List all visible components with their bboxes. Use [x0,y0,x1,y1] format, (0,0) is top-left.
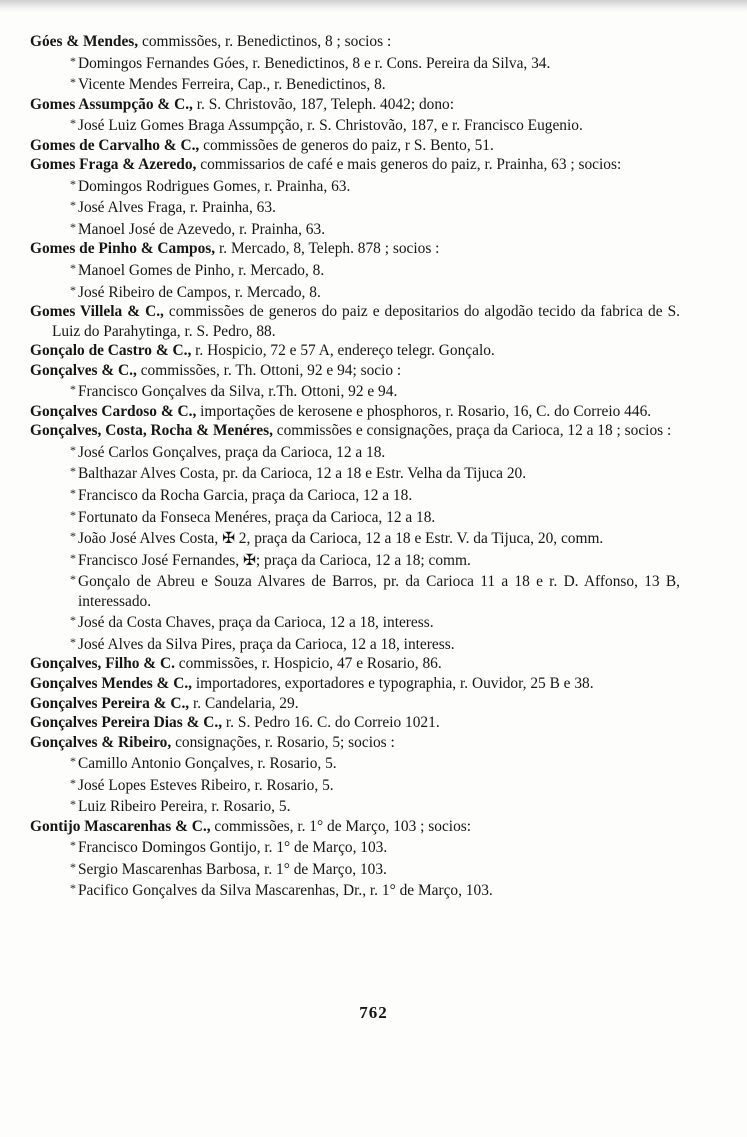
firm-name: Gomes de Pinho & Campos, [30,240,216,258]
asterisk-marker: * [70,859,76,874]
firm-name: Gonçalo de Castro & C., [30,342,192,360]
asterisk-marker: * [70,507,76,522]
firm-details: r. Candelaria, 29. [189,694,299,712]
firm-details: importações de kerosene e phosphoros, r. Rosario, 16, C. do Correio 446. [196,402,652,420]
firm-name: Gonçalves, Filho & C. [30,655,175,673]
asterisk-marker: * [70,572,76,587]
firm-entry [30,361,680,381]
firm-name: Gonçalves & C., [30,361,137,379]
firm-name: Gonçalves & Ribeiro, [30,733,172,751]
firm-entry [30,694,680,714]
partner-entry [30,633,680,655]
partner-entry [30,462,680,484]
firm-name: Gomes Fraga & Azeredo, [30,156,197,174]
partner-text: José Ribeiro de Campos, r. Mercado, 8. [78,283,321,301]
partner-text: Domingos Fernandes Góes, r. Benedictinos, 8 e r. Cons. Pereira da Silva, 34. [78,54,551,72]
firm-entry [30,155,680,175]
partner-entry [30,175,680,197]
partner-entry [30,114,680,136]
asterisk-marker: * [70,261,76,276]
firm-details: commissões, r. 1° de Março, 103 ; socios: [210,817,472,835]
firm-details: commissões de generos do paiz e depositarios do algodão tecido da fabrica de S. Luiz do Parahytinga, r. S. Pedro, 88. [52,303,680,340]
partner-entry [30,73,680,95]
page-edge-shadow [0,0,747,12]
firm-details: r. S. Pedro 16. C. do Correio 1021. [222,714,440,732]
partner-text: Vicente Mendes Ferreira, Cap., r. Benedictinos, 8. [78,76,386,94]
firm-entry [30,95,680,115]
page-number: 762 [359,1003,388,1022]
firm-entry [30,654,680,674]
partner-entry [30,858,680,880]
partner-entry [30,441,680,463]
asterisk-marker: * [70,754,76,769]
firm-details: commissarios de café e mais generos do paiz, r. Prainha, 63 ; socios: [196,156,622,174]
partner-text: José Lopes Esteves Ribeiro, r. Rosario, 5. [78,776,334,794]
firm-entry [30,341,680,361]
partner-entry [30,795,680,817]
asterisk-marker: * [70,529,76,544]
partner-entry [30,196,680,218]
partner-entry [30,506,680,528]
partner-text: Francisco Gonçalves da Silva, r.Th. Ottoni, 92 e 94. [78,383,398,401]
asterisk-marker: * [70,634,76,649]
asterisk-marker: * [70,464,76,479]
firm-entry [30,421,680,441]
firm-entry [30,302,680,341]
partner-entry [30,549,680,571]
partner-text: Manoel Gomes de Pinho, r. Mercado, 8. [78,262,325,280]
partner-entry [30,484,680,506]
partner-entry [30,52,680,74]
partner-entry [30,752,680,774]
firm-details: r. Mercado, 8, Teleph. 878 ; socios : [215,240,440,258]
asterisk-marker: * [70,775,76,790]
partner-text: José Luiz Gomes Braga Assumpção, r. S. Christovão, 187, e r. Francisco Eugenio. [78,117,583,135]
partner-text: Sergio Mascarenhas Barbosa, r. 1° de Março, 103. [78,860,387,878]
partner-entry [30,259,680,281]
partner-text: João José Alves Costa, ✠ 2, praça da Carioca, 12 a 18 e Estr. V. da Tijuca, 20, comm. [78,530,604,548]
asterisk-marker: * [70,797,76,812]
partner-entry [30,879,680,901]
asterisk-marker: * [70,838,76,853]
partner-text: Francisco da Rocha Garcia, praça da Carioca, 12 a 18. [78,487,413,505]
partner-text: Francisco Domingos Gontijo, r. 1° de Março, 103. [78,839,388,857]
asterisk-marker: * [70,176,76,191]
firm-name: Gonçalves Pereira & C., [30,694,190,712]
firm-name: Gonçalves Mendes & C., [30,674,193,692]
partner-entry [30,218,680,240]
firm-entry [30,239,680,259]
firm-name: Gonçalves, Costa, Rocha & Menéres, [30,422,273,440]
firm-entry [30,136,680,156]
firm-details: r. S. Christovão, 187, Teleph. 4042; dono: [192,95,455,113]
asterisk-marker: * [70,116,76,131]
partner-entry [30,611,680,633]
firm-entry [30,674,680,694]
firm-name: Gomes Villela & C., [30,303,164,321]
asterisk-marker: * [70,881,76,896]
asterisk-marker: * [70,75,76,90]
partner-entry [30,380,680,402]
firm-details: importadores, exportadores e typographia, r. Ouvidor, 25 B e 38. [192,674,594,692]
firm-entry [30,817,680,837]
partner-text: José Alves da Silva Pires, praça da Carioca, 12 a 18, interess. [78,635,455,653]
asterisk-marker: * [70,198,76,213]
firm-details: commissões e consignações, praça da Carioca, 12 a 18 ; socios : [272,422,672,440]
firm-details: commissões, r. Hospicio, 47 e Rosario, 86. [174,655,442,673]
firm-details: consignações, r. Rosario, 5; socios : [171,733,395,751]
firm-details: r. Hospicio, 72 e 57 A, endereço telegr. Gonçalo. [191,342,495,360]
partner-entry [30,774,680,796]
firm-name: Gontijo Mascarenhas & C., [30,817,211,835]
asterisk-marker: * [70,442,76,457]
partner-text: Luiz Ribeiro Pereira, r. Rosario, 5. [78,798,291,816]
partner-entry [30,836,680,858]
partner-text: José da Costa Chaves, praça da Carioca, 12 a 18, interess. [78,614,434,632]
partner-text: José Alves Fraga, r. Prainha, 63. [78,199,276,217]
firm-entry [30,402,680,422]
firm-name: Gonçalves Pereira Dias & C., [30,714,223,732]
asterisk-marker: * [70,282,76,297]
asterisk-marker: * [70,550,76,565]
partner-text: Gonçalo de Abreu e Souza Alvares de Barros, pr. da Carioca 11 a 18 e r. D. Affonso, 13 B, interessado. [78,573,680,610]
asterisk-marker: * [70,613,76,628]
partner-text: Manoel José de Azevedo, r. Prainha, 63. [78,220,326,238]
partner-entry [30,570,680,611]
firm-name: Gonçalves Cardoso & C., [30,402,197,420]
partner-text: José Carlos Gonçalves, praça da Carioca, 12 a 18. [78,443,386,461]
firm-name: Gomes Assumpção & C., [30,95,193,113]
partner-text: Balthazar Alves Costa, pr. da Carioca, 12 a 18 e Estr. Velha da Tijuca 20. [78,465,527,483]
firm-details: commissões, r. Benedictinos, 8 ; socios : [138,33,392,50]
partner-entry [30,527,680,549]
partner-text: Fortunato da Fonseca Menéres, praça da Carioca, 12 a 18. [78,508,436,526]
firm-entry [30,32,680,52]
asterisk-marker: * [70,53,76,68]
firm-details: commissões, r. Th. Ottoni, 92 e 94; socio : [136,361,402,379]
partner-text: Francisco José Fernandes, ✠; praça da Carioca, 12 a 18; comm. [78,551,471,569]
partner-text: Camillo Antonio Gonçalves, r. Rosario, 5. [78,755,337,773]
partner-text: Domingos Rodrigues Gomes, r. Prainha, 63. [78,177,351,195]
firm-details: commissões de generos do paiz, r S. Bento, 51. [199,136,494,154]
asterisk-marker: * [70,219,76,234]
firm-name: Góes & Mendes, [30,33,139,50]
firm-entry [30,733,680,753]
directory-listing [30,32,680,901]
partner-text: Pacifico Gonçalves da Silva Mascarenhas, Dr., r. 1° de Março, 103. [78,882,493,900]
partner-entry [30,281,680,303]
asterisk-marker: * [70,382,76,397]
asterisk-marker: * [70,486,76,501]
firm-entry [30,713,680,733]
firm-name: Gomes de Carvalho & C., [30,136,200,154]
